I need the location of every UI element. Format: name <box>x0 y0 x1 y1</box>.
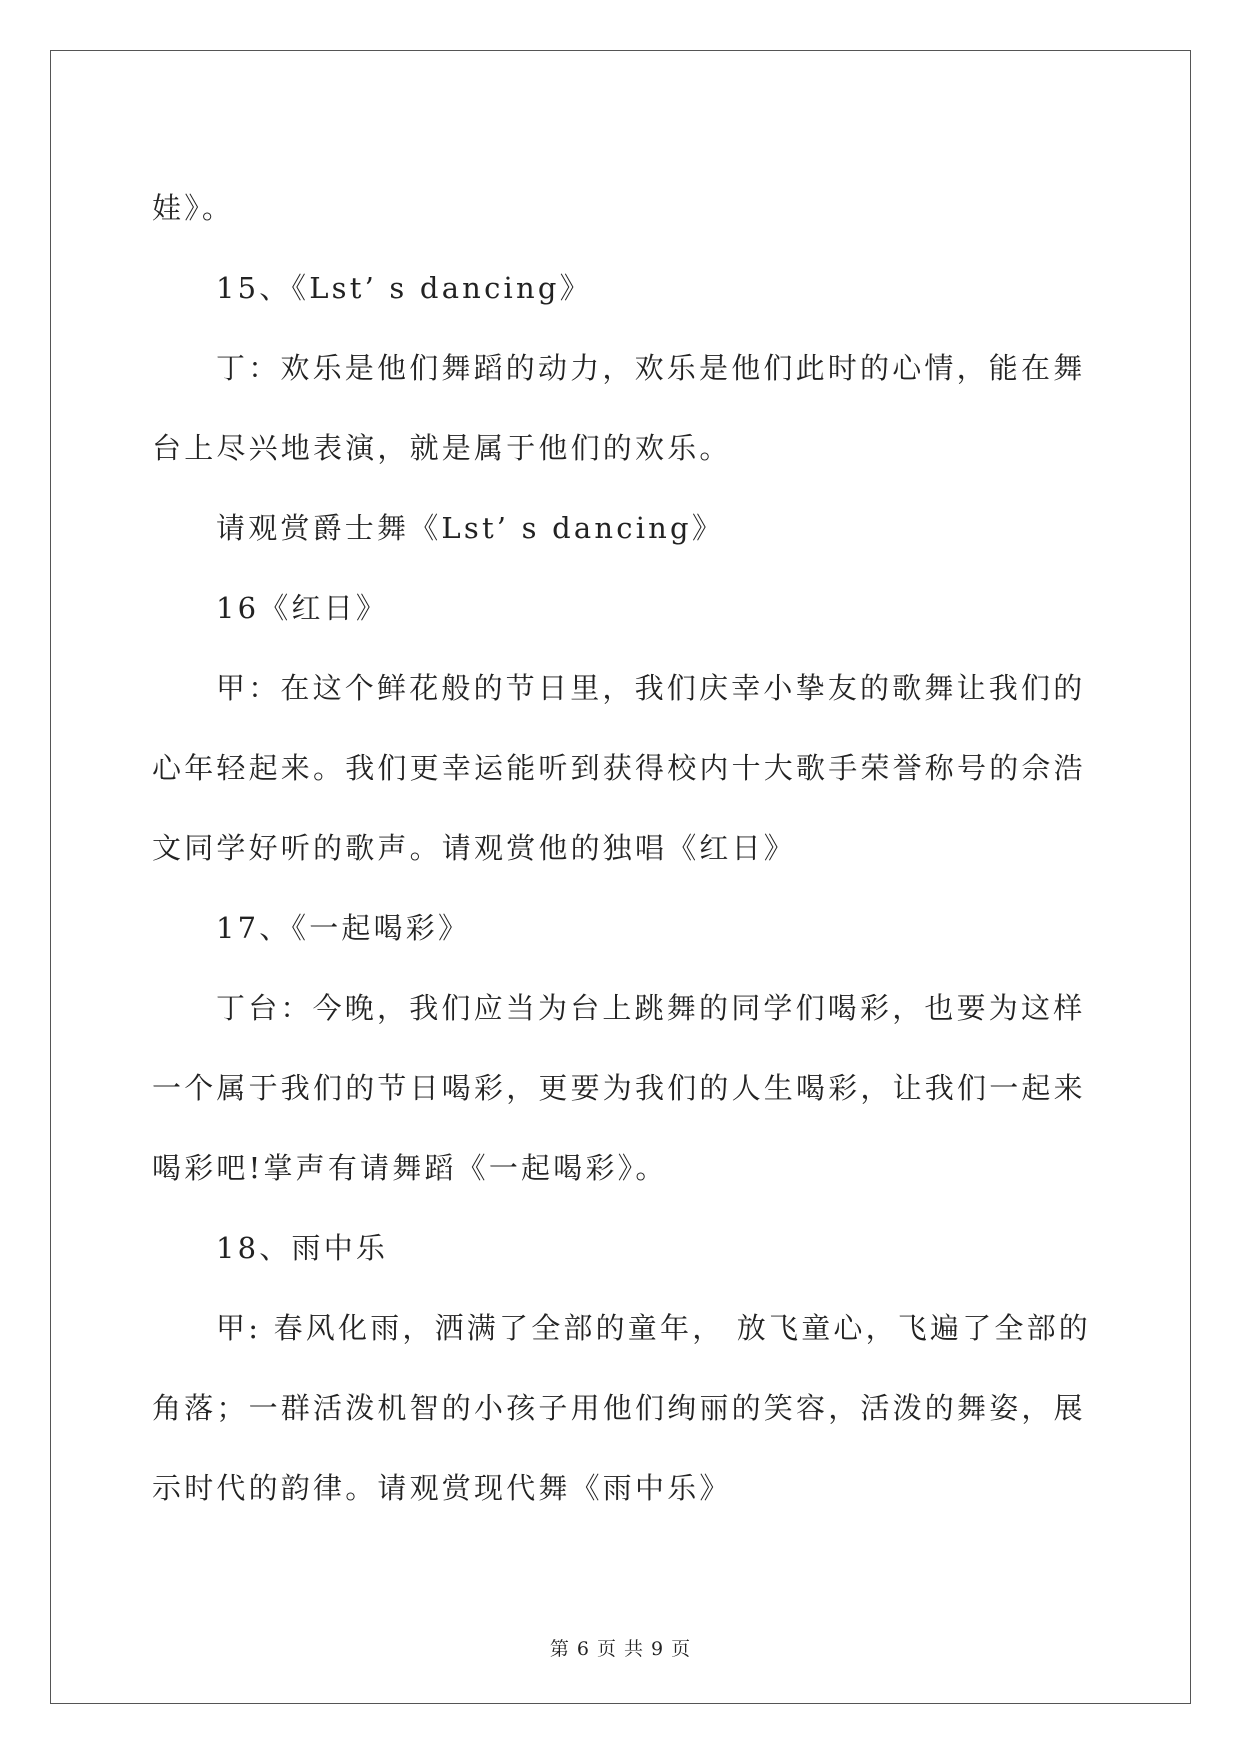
document-body <box>152 168 1092 1528</box>
page-footer: 第 6 页 共 9 页 <box>549 1638 692 1660</box>
program-heading-16: 16《红日》 <box>216 591 389 625</box>
paragraph-continuation: 娃》。 <box>152 191 235 225</box>
host-line-jia-2: 甲: 春风化雨，洒满了全部的童年， 放飞童心，飞遍了全部的角落；一群活泼机智的小孩子用他们绚丽的笑容，活泼的舞姿，展示时代的韵律。请观赏现代舞《雨中乐》 <box>152 1311 1092 1505</box>
host-line-ding-2: 丁台：今晚，我们应当为台上跳舞的同学们喝彩，也要为这样一个属于我们的节日喝彩，更要为我们的人生喝彩，让我们一起来喝彩吧!掌声有请舞蹈《一起喝彩》。 <box>152 991 1086 1185</box>
host-line-ding-1: 丁：欢乐是他们舞蹈的动力，欢乐是他们此时的心情，能在舞台上尽兴地表演，就是属于他们的欢乐。 <box>152 351 1086 465</box>
host-line-jia-1: 甲：在这个鲜花般的节日里，我们庆幸小挚友的歌舞让我们的心年轻起来。我们更幸运能听到获得校内十大歌手荣誉称号的佘浩文同学好听的歌声。请观赏他的独唱《红日》 <box>152 671 1086 865</box>
program-heading-18: 18、雨中乐 <box>216 1231 389 1265</box>
program-heading-15: 15、《Lst’ s dancing》 <box>216 271 592 305</box>
program-heading-17: 17、《一起喝彩》 <box>216 911 471 945</box>
program-intro-15: 请观赏爵士舞《Lst’ s dancing》 <box>216 511 725 545</box>
